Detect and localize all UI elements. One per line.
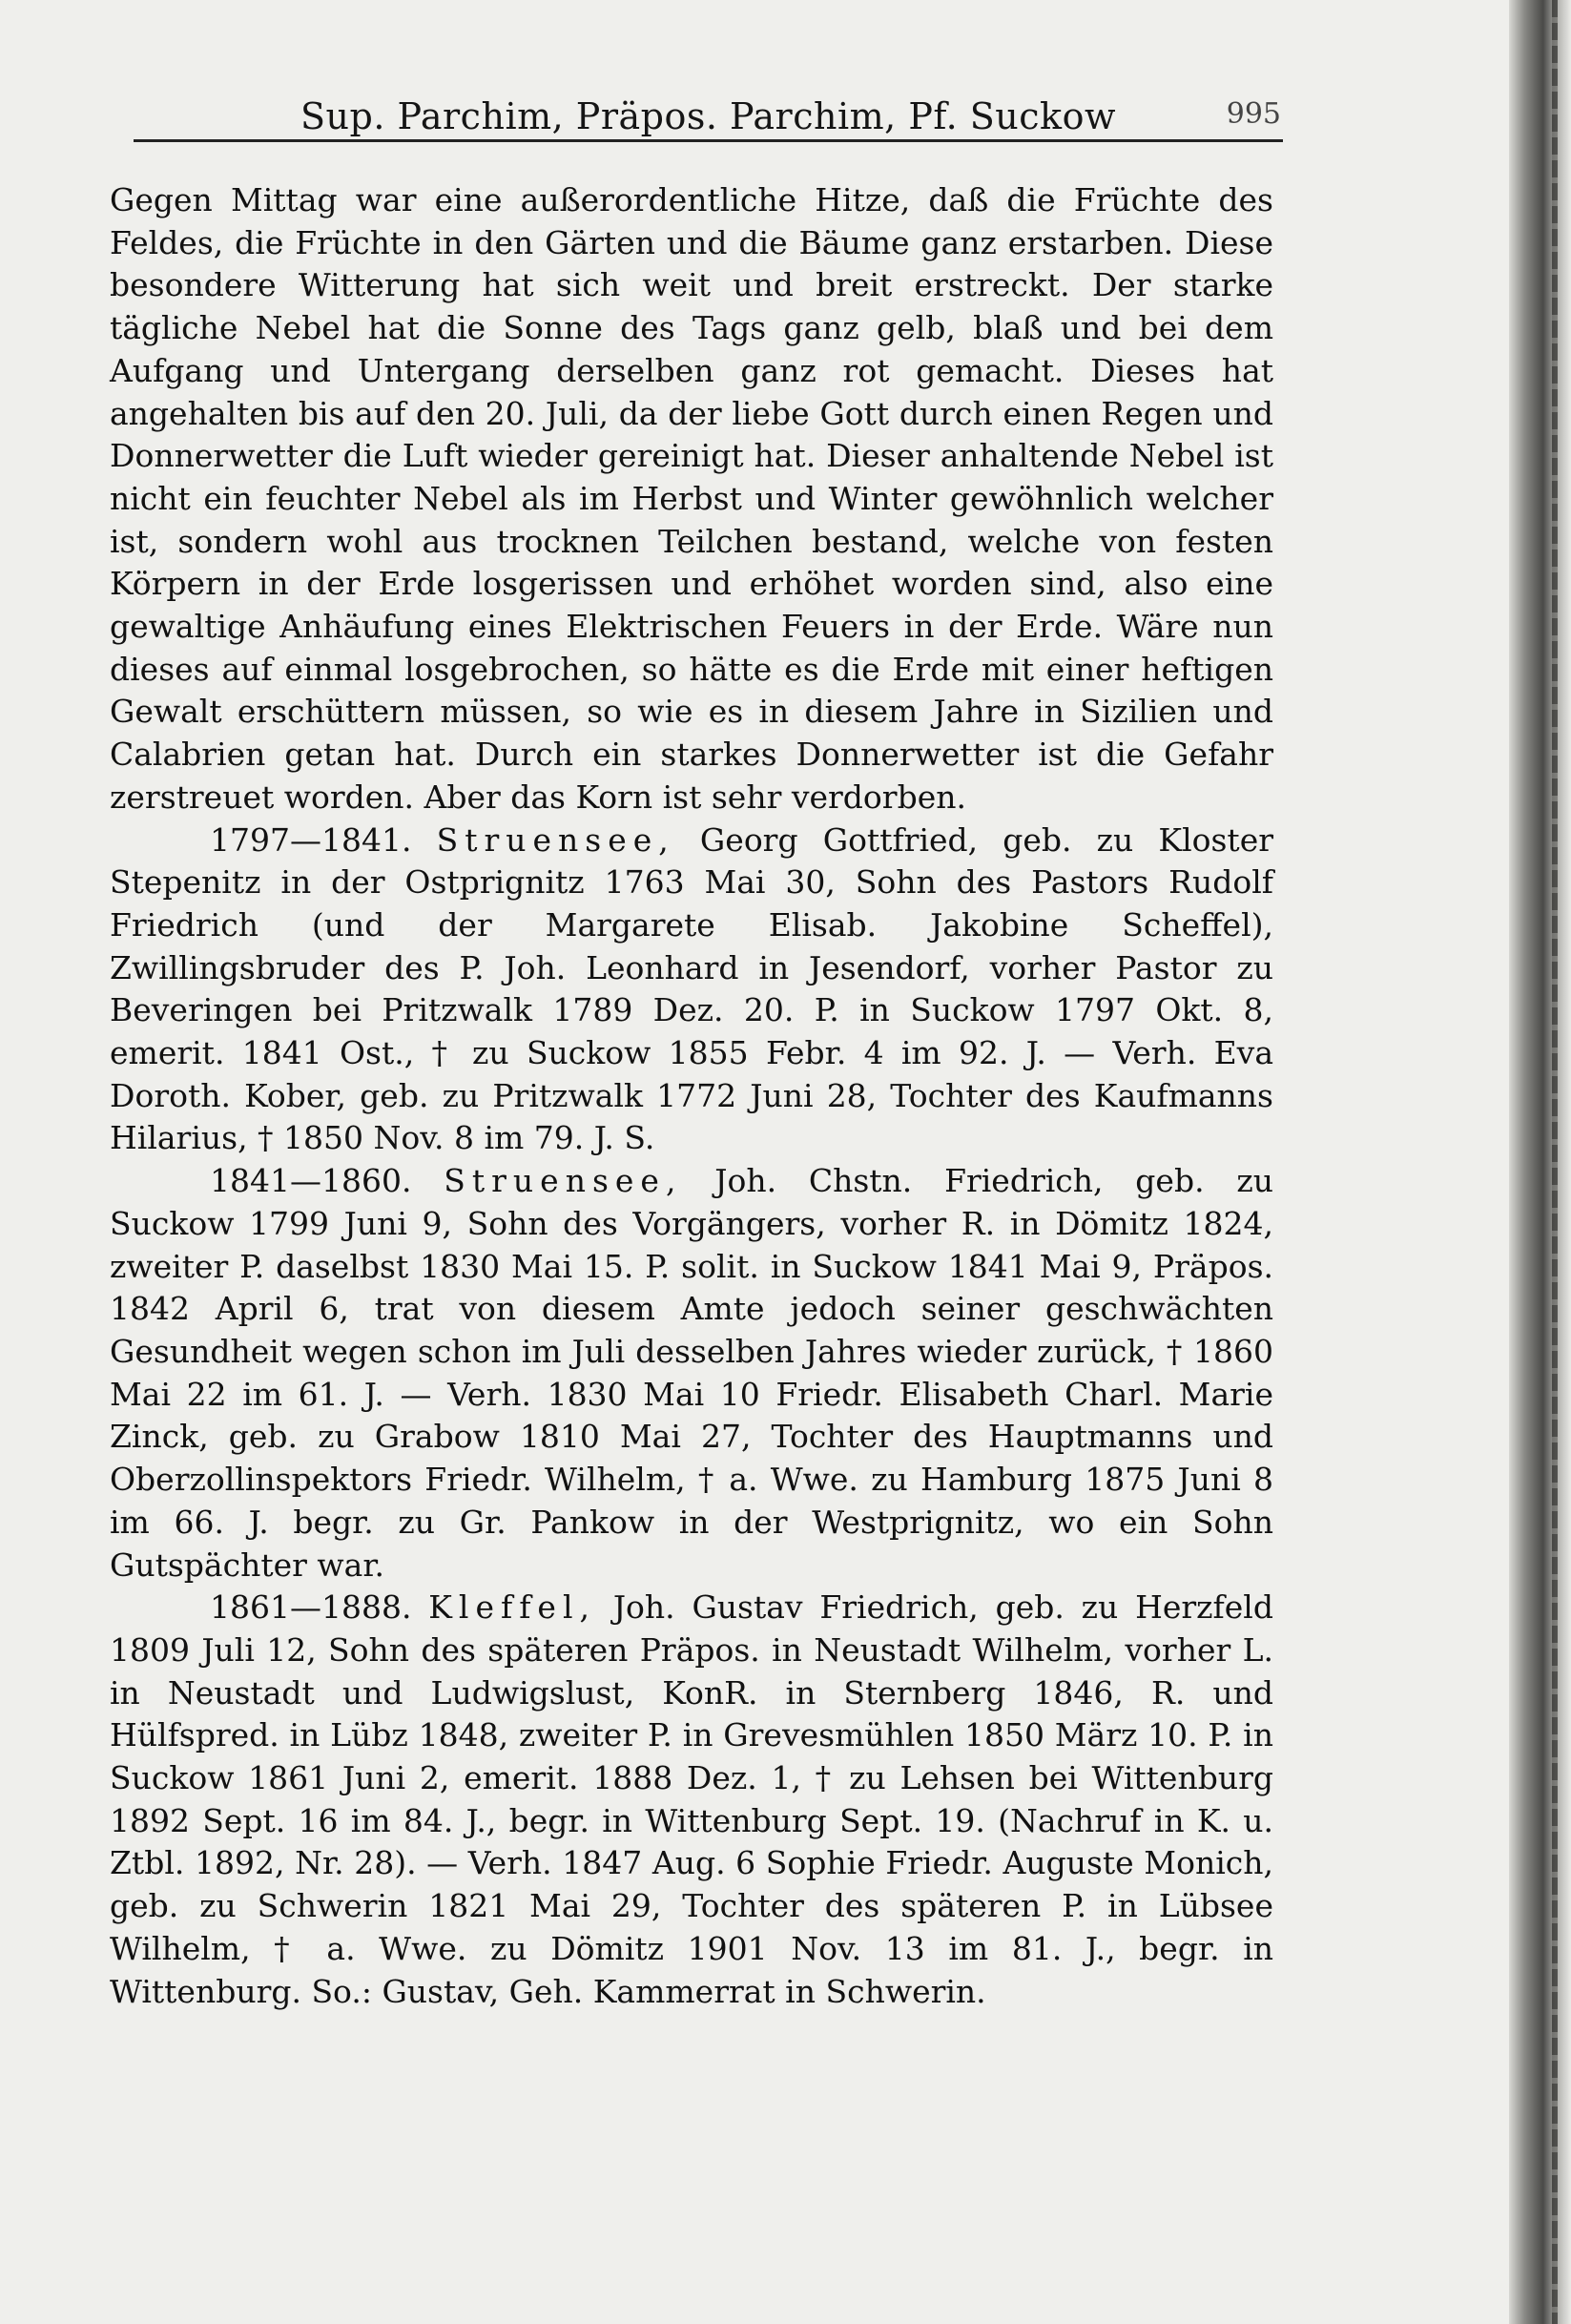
entry-years: 1841—1860. — [210, 1162, 412, 1200]
page-body — [110, 179, 1273, 2013]
entry-name: Struensee, — [444, 1162, 683, 1200]
entry-text: Joh. Chstn. Friedrich, geb. zu Suckow 1799 Juni 9, Sohn des Vorgängers, vorher R. in Dömitz 1824, zweiter P. daselbst 1830 Mai 15. P. solit. in Suckow 1841 Mai 9, Präpos. 1842 April 6, trat von diesem Amte jedoch seiner geschwächten Gesundheit wegen schon im Juli desselben Jahres wieder zurück, † 1860 Mai 22 im 61. J. — Verh. 1830 Mai 10 Friedr. Elisabeth Charl. Marie Zinck, geb. zu Grabow 1810 Mai 27, Tochter des Hauptmanns und Oberzollinspektors Friedr. Wilhelm, † a. Wwe. zu Hamburg 1875 Juni 8 im 66. J. begr. zu Gr. Pankow in der Westprignitz, wo ein Sohn Gutspächter war. — [110, 1162, 1273, 1584]
entry-years: 1797—1841. — [210, 820, 412, 859]
running-head: Sup. Parchim, Präpos. Parchim, Pf. Suckow — [300, 95, 1116, 137]
entry-paragraph — [110, 1160, 1273, 1587]
entry-paragraph — [110, 820, 1273, 1161]
intro-paragraph: Gegen Mittag war eine außerordentliche Hitze, daß die Früchte des Feldes, die Früchte in den Gärten und die Bäume ganz erstarben. Diese besondere Witterung hat sich weit und breit erstreckt. Der starke tägliche Nebel hat die Sonne des Tags ganz gelb, blaß und bei dem Aufgang und Untergang derselben ganz rot gemacht. Dieses hat angehalten bis auf den 20. Juli, da der liebe Gott durch einen Regen und Donnerwetter die Luft wieder gereinigt hat. Dieser anhaltende Nebel ist nicht ein feuchter Nebel als im Herbst und Winter gewöhnlich welcher ist, sondern wohl aus trocknen Teilchen bestand, welche von festen Körpern in der Erde losgerissen und erhöhet worden sind, also eine gewaltige Anhäufung eines Elektrischen Feuers in der Erde. Wäre nun dieses auf einmal losgebrochen, so hätte es die Erde mit einer heftigen Gewalt erschüttern müssen, so wie es in diesem Jahre in Sizilien und Calabrien getan hat. Durch ein starkes Donnerwetter ist die Gefahr zerstreuet worden. Aber das Korn ist sehr verdorben. — [110, 181, 1273, 816]
entry-name: Kleffel, — [428, 1588, 597, 1627]
spine-binding-lines — [1552, 0, 1558, 2324]
entry-text: Joh. Gustav Friedrich, geb. zu Herzfeld 1809 Juli 12, Sohn des späteren Präpos. in Neustadt Wilhelm, vorher L. in Neustadt und Ludwigslust, KonR. in Sternberg 1846, R. und Hülfspred. in Lübz 1848, zweiter P. in Grevesmühlen 1850 März 10. P. in Suckow 1861 Juni 2, emerit. 1888 Dez. 1, † zu Lehsen bei Wittenburg 1892 Sept. 16 im 84. J., begr. in Wittenburg Sept. 19. (Nachruf in K. u. Ztbl. 1892, Nr. 28). — Verh. 1847 Aug. 6 Sophie Friedr. Auguste Monich, geb. zu Schwerin 1821 Mai 29, Tochter des späteren P. in Lübsee Wilhelm, † a. Wwe. zu Dömitz 1901 Nov. 13 im 81. J., begr. in Wittenburg. So.: Gustav, Geh. Kammerrat in Schwerin. — [110, 1588, 1273, 2010]
page-header — [134, 92, 1283, 142]
entry-years: 1861—1888. — [210, 1588, 412, 1627]
entry-name: Struensee, — [436, 820, 675, 859]
book-spine-edge — [1509, 0, 1571, 2324]
page-number: 995 — [1226, 97, 1281, 131]
entry-paragraph — [110, 1587, 1273, 2013]
entry-text: Georg Gottfried, geb. zu Kloster Stepenitz in der Ostprignitz 1763 Mai 30, Sohn des Pastors Rudolf Friedrich (und der Margarete Elisab. Jakobine Scheffel), Zwillingsbruder des P. Joh. Leonhard in Jesendorf, vorher Pastor zu Beveringen bei Pritzwalk 1789 Dez. 20. P. in Suckow 1797 Okt. 8, emerit. 1841 Ost., † zu Suckow 1855 Febr. 4 im 92. J. — Verh. Eva Doroth. Kober, geb. zu Pritzwalk 1772 Juni 28, Tochter des Kaufmanns Hilarius, † 1850 Nov. 8 im 79. J. S. — [110, 820, 1274, 1157]
